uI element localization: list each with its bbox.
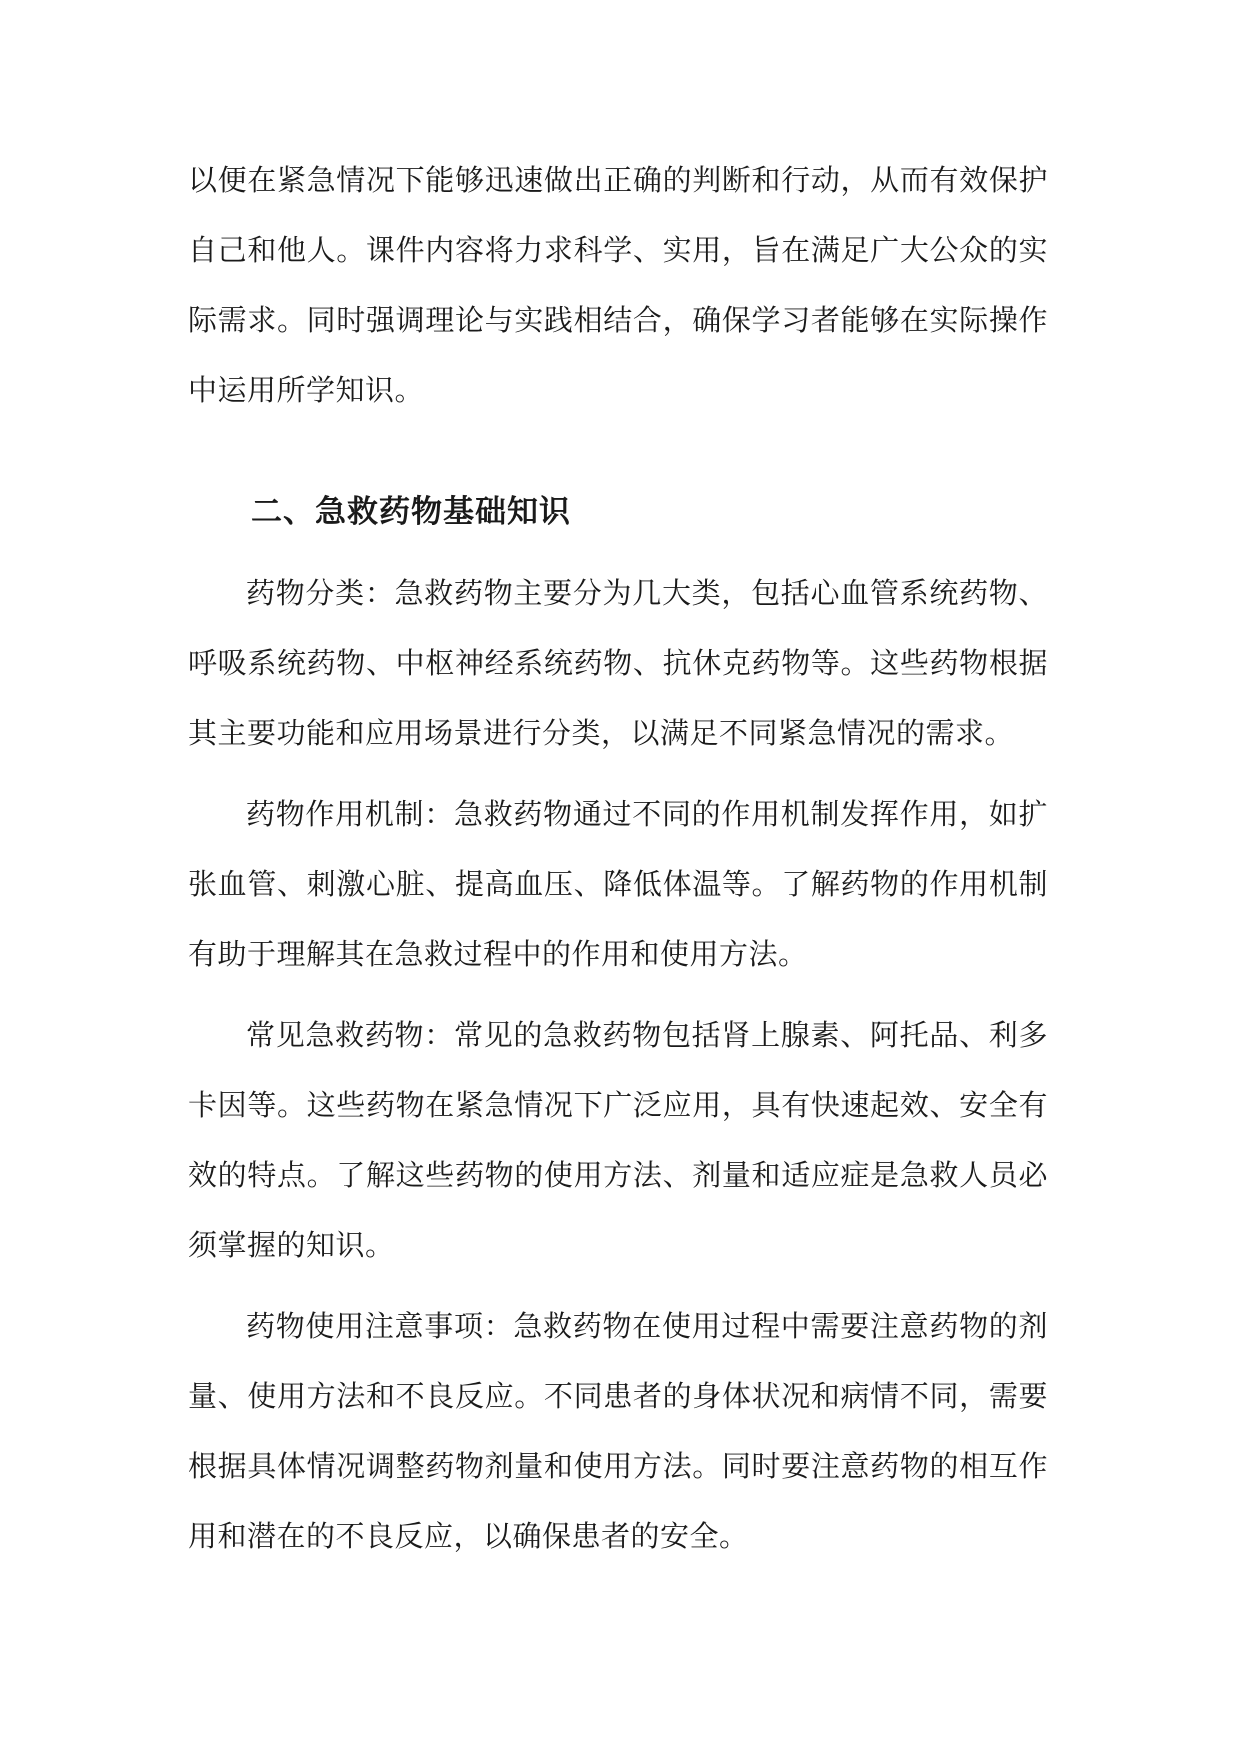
- paragraph-drug-mechanism: 药物作用机制：急救药物通过不同的作用机制发挥作用，如扩张血管、刺激心脏、提高血压、降低体温等。了解药物的作用机制有助于理解其在急救过程中的作用和使用方法。: [188, 797, 1048, 971]
- paragraph-drug-classification: 药物分类：急救药物主要分为几大类，包括心血管系统药物、呼吸系统药物、中枢神经系统药物、抗休克药物等。这些药物根据其主要功能和应用场景进行分类，以满足不同紧急情况的需求。: [188, 576, 1048, 750]
- intro-paragraph: 以便在紧急情况下能够迅速做出正确的判断和行动，从而有效保护自己和他人。课件内容将力求科学、实用，旨在满足广大公众的实际需求。同时强调理论与实践相结合，确保学习者能够在实际操作中运用所学知识。: [188, 163, 1048, 407]
- section-heading: 二、急救药物基础知识: [251, 494, 571, 530]
- paragraph-common-drugs: 常见急救药物：常见的急救药物包括肾上腺素、阿托品、利多卡因等。这些药物在紧急情况下广泛应用，具有快速起效、安全有效的特点。了解这些药物的使用方法、剂量和适应症是急救人员必须掌握的知识。: [188, 1018, 1048, 1262]
- paragraph-usage-notes: 药物使用注意事项：急救药物在使用过程中需要注意药物的剂量、使用方法和不良反应。不同患者的身体状况和病情不同，需要根据具体情况调整药物剂量和使用方法。同时要注意药物的相互作用和潜在的不良反应，以确保患者的安全。: [188, 1309, 1048, 1553]
- document-page: [188, 145, 1048, 1582]
